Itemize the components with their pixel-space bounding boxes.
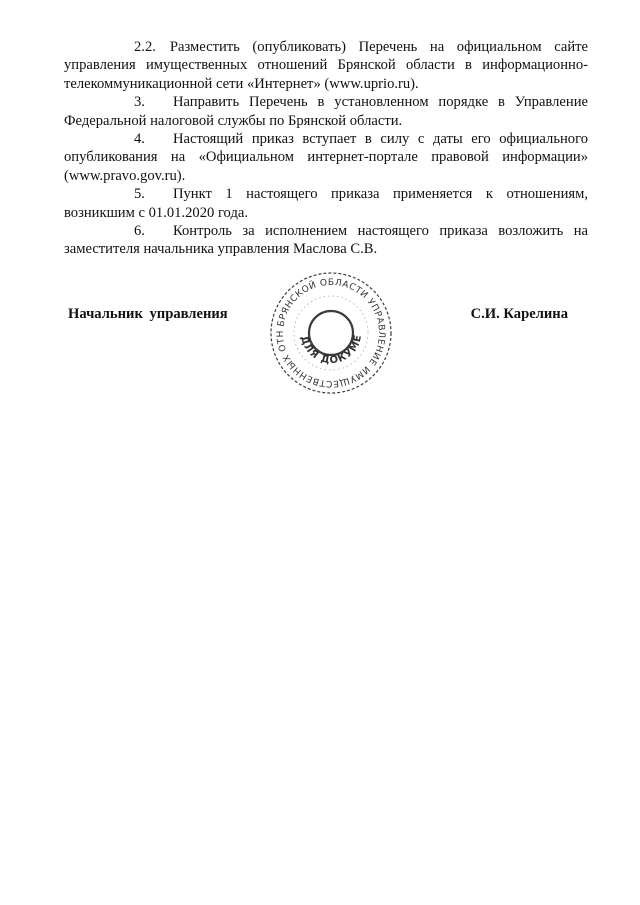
stamp-outer-text: БРЯНСКОЙ ОБЛАСТИ УПРАВЛЕНИЕ ИМУЩЕСТВЕННЫХ ОТН <box>275 277 387 389</box>
paragraph-number: 4. <box>134 131 145 148</box>
paragraph-text: Контроль за исполнением настоящего приказа возложить на заместителя начальника управления Маслова С.В. <box>64 223 588 258</box>
paragraph-text: Направить Перечень в установленном порядке в Управление Федеральной налоговой службы по Брянской области. <box>64 94 588 129</box>
signatory-name: С.И. Карелина <box>470 306 568 322</box>
signature-block <box>68 306 568 326</box>
paragraph-2-2 <box>64 38 588 93</box>
document-body <box>64 38 588 259</box>
paragraph-number: 2.2. <box>134 39 156 55</box>
paragraph-number: 5. <box>134 186 145 203</box>
paragraph-3 <box>64 93 588 130</box>
stamp-inner-text: ДЛЯ ДОКУМЕ <box>297 333 365 367</box>
paragraph-text: Разместить (опубликовать) Перечень на официальном сайте управления имущественных отношений Брянской области в информационно-телекоммуникационной сети «Интернет» (www.uprio.ru). <box>64 39 588 92</box>
paragraph-number: 6. <box>134 223 145 240</box>
paragraph-6 <box>64 222 588 259</box>
official-stamp <box>266 268 396 398</box>
paragraph-text: Настоящий приказ вступает в силу с даты его официального опубликования на «Официальном интернет-портале правовой информации» (www.pravo.gov.ru). <box>64 131 588 184</box>
paragraph-5 <box>64 185 588 222</box>
stamp-seal-icon <box>266 268 396 398</box>
paragraph-number: 3. <box>134 94 145 111</box>
signatory-position: Начальник управления <box>68 306 228 322</box>
paragraph-4 <box>64 130 588 185</box>
paragraph-text: Пункт 1 настоящего приказа применяется к отношениям, возникшим с 01.01.2020 года. <box>64 186 588 221</box>
